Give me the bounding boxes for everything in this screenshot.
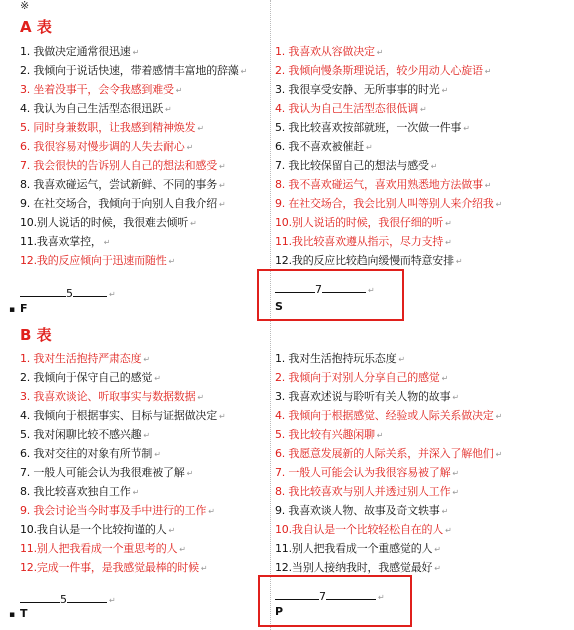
questionnaire-item <box>275 64 491 78</box>
questionnaire-item-text: 10.我自认是一个比较轻松自在的人 <box>275 523 444 536</box>
questionnaire-item-text: 7. 我比较保留自己的想法与感受 <box>275 159 429 172</box>
questionnaire-item <box>275 542 441 556</box>
questionnaire-item-text: 5. 我比较喜欢按部就班，一次做一件事 <box>275 121 462 134</box>
paragraph-mark-icon: ↵ <box>179 545 186 554</box>
questionnaire-item-text: 12.我的反应比较趋向缓慢而特意安排 <box>275 254 454 267</box>
paragraph-mark-icon: ↵ <box>175 86 183 95</box>
paragraph-mark-icon: ↵ <box>190 219 197 228</box>
questionnaire-item <box>275 466 459 480</box>
questionnaire-item <box>275 352 405 366</box>
questionnaire-item <box>275 371 448 385</box>
paragraph-mark-icon: ↵ <box>219 162 226 171</box>
questionnaire-item-text: 9. 在社交场合，我倾向于向别人自我介绍 <box>20 197 217 210</box>
table-a-left-letter: F <box>20 302 28 315</box>
paragraph-mark-icon: ↵ <box>376 48 384 57</box>
score-value: 7 <box>319 590 326 603</box>
paragraph-mark-icon: ↵ <box>441 507 449 516</box>
table-b-left-column <box>20 352 280 572</box>
questionnaire-item <box>20 485 139 499</box>
table-b-title: B 表 <box>20 326 52 344</box>
questionnaire-item <box>20 504 215 518</box>
questionnaire-item-text: 11.别人把我看成一个重感觉的人 <box>275 542 433 555</box>
questionnaire-item <box>20 409 226 423</box>
questionnaire-item-text: 1. 我对生活抱持玩乐态度 <box>275 352 397 365</box>
questionnaire-item-text: 2. 我倾向于对别人分享自己的感觉 <box>275 371 440 384</box>
table-a-left-column <box>20 45 280 265</box>
questionnaire-item-text: 7. 一般人可能会认为我很难被了解 <box>20 466 185 479</box>
questionnaire-item <box>20 447 161 461</box>
paragraph-mark-icon: ↵ <box>445 219 452 228</box>
questionnaire-item <box>20 159 226 173</box>
questionnaire-item <box>20 235 110 249</box>
questionnaire-item <box>275 121 470 135</box>
questionnaire-item-text: 3. 我很享受安静、无所事事的时光 <box>275 83 440 96</box>
questionnaire-item <box>275 409 502 423</box>
paragraph-mark-icon: ↵ <box>219 200 226 209</box>
questionnaire-item <box>20 523 175 537</box>
table-a-right-column <box>275 45 535 265</box>
questionnaire-item-text: 5. 我比较有兴趣闲聊 <box>275 428 375 441</box>
paragraph-mark-icon: ↵ <box>420 105 427 114</box>
questionnaire-item-text: 8. 我比较喜欢独自工作 <box>20 485 131 498</box>
paragraph-mark-icon: ↵ <box>165 105 172 114</box>
questionnaire-item <box>20 390 204 404</box>
questionnaire-item-text: 5. 同时身兼数职，让我感到精神焕发 <box>20 121 196 134</box>
questionnaire-item <box>20 466 193 480</box>
table-b-right-column <box>275 352 535 572</box>
questionnaire-item-text: 11.我喜欢掌控， <box>20 235 102 248</box>
questionnaire-item <box>275 159 437 173</box>
paragraph-mark-icon: ↵ <box>132 48 140 57</box>
questionnaire-item-text: 6. 我愿意发展新的人际关系，并深入了解他们 <box>275 447 494 460</box>
paragraph-mark-icon: ↵ <box>143 431 150 440</box>
questionnaire-item-text: 9. 在社交场合，我会比别人叫等别人来介绍我 <box>275 197 494 210</box>
paragraph-mark-icon: ↵ <box>430 162 438 171</box>
questionnaire-item-text: 9. 我喜欢谈人物、故事及奇文轶事 <box>275 504 440 517</box>
questionnaire-item-text: 1. 我喜欢从容做决定 <box>275 45 375 58</box>
questionnaire-item <box>275 45 383 59</box>
score-value: 5 <box>66 287 73 300</box>
questionnaire-item <box>275 523 452 537</box>
paragraph-mark-icon: ↵ <box>484 67 492 76</box>
paragraph-mark-icon: ↵ <box>398 355 405 364</box>
paragraph-mark-icon: ↵ <box>208 507 215 516</box>
table-a-right-score: 7 ↵ <box>275 282 375 297</box>
questionnaire-item-text: 2. 我倾向慢条斯理说话，较少用动人心旋语 <box>275 64 483 77</box>
paragraph-mark-icon: ↵ <box>154 374 161 383</box>
questionnaire-item <box>20 102 172 116</box>
paragraph-mark-icon: ↵ <box>219 181 226 190</box>
questionnaire-item <box>20 140 193 154</box>
bullet-icon: ▪ <box>9 610 16 620</box>
score-value: 7 <box>315 283 322 296</box>
paragraph-mark-icon: ↵ <box>495 450 503 459</box>
paragraph-mark-icon: ↵ <box>186 469 194 478</box>
paragraph-mark-icon: ↵ <box>200 564 208 573</box>
questionnaire-item-text: 11.我比较喜欢遵从指示，尽力支持 <box>275 235 444 248</box>
questionnaire-item-text: 12.我的反应倾向于迅速而随性 <box>20 254 167 267</box>
questionnaire-item <box>20 542 186 556</box>
paragraph-mark-icon: ↵ <box>197 124 204 133</box>
table-b-right-letter: P <box>275 605 284 618</box>
questionnaire-item <box>20 352 150 366</box>
questionnaire-item <box>20 254 175 268</box>
questionnaire-item-text: 4. 我倾向于根据事实、目标与证据做决定 <box>20 409 217 422</box>
questionnaire-item-text: 1. 我做决定通常很迅速 <box>20 45 131 58</box>
reference-mark: ※ <box>20 0 30 12</box>
questionnaire-item-text: 12.完成一件事，是我感觉最棒的时候 <box>20 561 199 574</box>
paragraph-mark-icon: ↵ <box>197 393 204 402</box>
questionnaire-item <box>20 178 226 192</box>
table-a-title: A 表 <box>20 18 52 36</box>
table-a-left-score: 5 ↵ <box>20 286 116 301</box>
paragraph-mark-icon: ↵ <box>154 450 161 459</box>
questionnaire-item <box>20 428 150 442</box>
paragraph-mark-icon: ↵ <box>434 564 441 573</box>
questionnaire-item <box>275 102 427 116</box>
questionnaire-item-text: 10.别人说话的时候，我很难去倾听 <box>20 216 189 229</box>
questionnaire-item-text: 9. 我会讨论当今时事及手中进行的工作 <box>20 504 207 517</box>
questionnaire-item-text: 1. 我对生活抱持严肃态度 <box>20 352 142 365</box>
questionnaire-item <box>275 235 452 249</box>
paragraph-mark-icon: ↵ <box>103 238 111 247</box>
questionnaire-item-text: 10.别人说话的时候，我很仔细的听 <box>275 216 444 229</box>
questionnaire-item-text: 3. 坐着没事干，会令我感到难受 <box>20 83 174 96</box>
paragraph-mark-icon: ↵ <box>445 526 452 535</box>
questionnaire-item-text: 3. 我喜欢谈论、听取事实与数据数据 <box>20 390 196 403</box>
questionnaire-item <box>275 254 462 268</box>
questionnaire-item-text: 8. 我比较喜欢与别人并透过别人工作 <box>275 485 451 498</box>
paragraph-mark-icon: ↵ <box>495 412 503 421</box>
table-a-right-letter: S <box>275 300 283 313</box>
questionnaire-item <box>275 140 373 154</box>
paragraph-mark-icon: ↵ <box>186 143 194 152</box>
paragraph-mark-icon: ↵ <box>143 355 150 364</box>
score-value: 5 <box>60 593 67 606</box>
questionnaire-item-text: 8. 我喜欢碰运气，尝试新鲜、不同的事务 <box>20 178 217 191</box>
questionnaire-item-text: 7. 一般人可能会认为我很容易被了解 <box>275 466 451 479</box>
questionnaire-item-text: 3. 我喜欢述说与聆听有关人物的故事 <box>275 390 451 403</box>
paragraph-mark-icon: ↵ <box>452 393 459 402</box>
questionnaire-item <box>275 390 459 404</box>
paragraph-mark-icon: ↵ <box>376 431 384 440</box>
paragraph-mark-icon: ↵ <box>495 200 503 209</box>
paragraph-mark-icon: ↵ <box>434 545 441 554</box>
questionnaire-item <box>20 45 139 59</box>
table-b-left-letter: T <box>20 607 28 620</box>
paragraph-mark-icon: ↵ <box>452 488 459 497</box>
paragraph-mark-icon: ↵ <box>455 257 463 266</box>
questionnaire-item-text: 6. 我对交往的对象有所节制 <box>20 447 153 460</box>
questionnaire-item <box>275 197 502 211</box>
table-b-right-score: 7 ↵ <box>275 589 385 604</box>
questionnaire-item <box>275 504 448 518</box>
paragraph-mark-icon: ↵ <box>463 124 470 133</box>
questionnaire-item-text: 7. 我会很快的告诉别人自己的想法和感受 <box>20 159 217 172</box>
paragraph-mark-icon: ↵ <box>219 412 226 421</box>
questionnaire-item-text: 12.当别人接纳我时，我感觉最好 <box>275 561 433 574</box>
bullet-icon: ▪ <box>9 305 16 315</box>
paragraph-mark-icon: ↵ <box>366 143 373 152</box>
paragraph-mark-icon: ↵ <box>132 488 140 497</box>
questionnaire-item-text: 10.我自认是一个比较拘谨的人 <box>20 523 167 536</box>
paragraph-mark-icon: ↵ <box>168 526 176 535</box>
questionnaire-item-text: 2. 我倾向于保守自己的感觉 <box>20 371 153 384</box>
questionnaire-item <box>20 83 182 97</box>
table-b-left-score: 5 ↵ <box>20 592 116 607</box>
questionnaire-item <box>275 485 459 499</box>
questionnaire-item <box>20 216 197 230</box>
paragraph-mark-icon: ↵ <box>452 469 459 478</box>
paragraph-mark-icon: ↵ <box>441 374 449 383</box>
questionnaire-item <box>20 121 204 135</box>
questionnaire-item <box>275 178 491 192</box>
questionnaire-item-text: 4. 我认为自己生活型态很迅跃 <box>20 102 163 115</box>
questionnaire-item <box>20 64 247 78</box>
questionnaire-item-text: 5. 我对闲聊比较不感兴趣 <box>20 428 142 441</box>
paragraph-mark-icon: ↵ <box>441 86 449 95</box>
questionnaire-item-text: 2. 我倾向于说话快速，带着感情丰富地的辞藻 <box>20 64 239 77</box>
questionnaire-item <box>20 371 161 385</box>
questionnaire-item <box>275 216 452 230</box>
questionnaire-item <box>275 428 383 442</box>
questionnaire-item-text: 4. 我认为自己生活型态很低调 <box>275 102 418 115</box>
questionnaire-item <box>275 561 441 575</box>
questionnaire-item <box>275 447 502 461</box>
paragraph-mark-icon: ↵ <box>240 67 248 76</box>
paragraph-mark-icon: ↵ <box>484 181 492 190</box>
paragraph-mark-icon: ↵ <box>168 257 176 266</box>
questionnaire-item <box>20 197 226 211</box>
questionnaire-item-text: 4. 我倾向于根据感觉、经验或人际关系做决定 <box>275 409 494 422</box>
questionnaire-item-text: 6. 我很容易对慢步调的人失去耐心 <box>20 140 185 153</box>
questionnaire-item-text: 8. 我不喜欢碰运气，喜欢用熟悉地方法做事 <box>275 178 483 191</box>
questionnaire-item-text: 11.别人把我看成一个重思考的人 <box>20 542 178 555</box>
questionnaire-item-text: 6. 我不喜欢被催赶 <box>275 140 364 153</box>
questionnaire-item <box>275 83 448 97</box>
questionnaire-item <box>20 561 207 575</box>
paragraph-mark-icon: ↵ <box>445 238 452 247</box>
